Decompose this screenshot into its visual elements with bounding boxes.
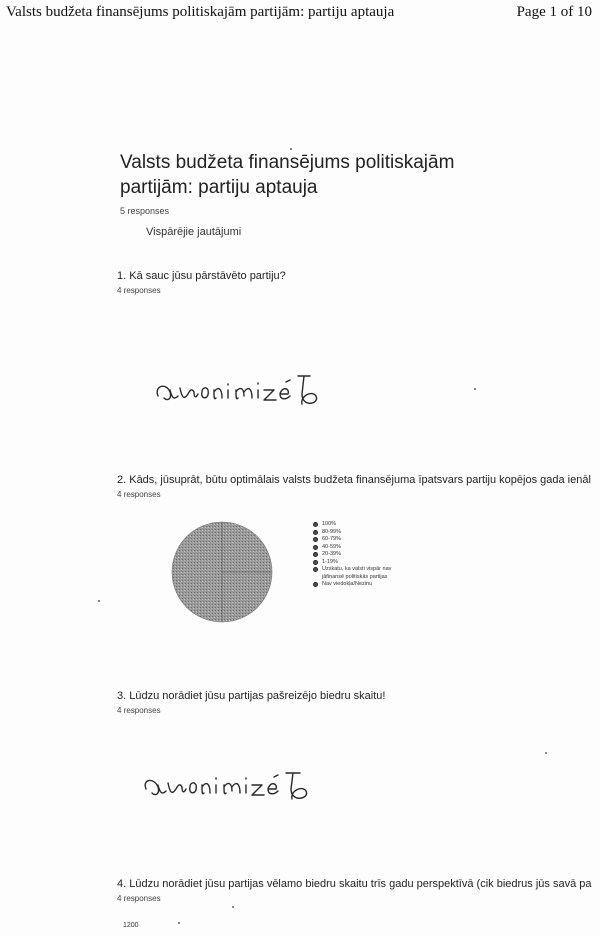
legend-item: Uzskatu, ka valsti vispār nav jāfinansē politiskās partijas xyxy=(313,566,433,581)
legend-bullet-icon xyxy=(313,537,318,542)
scan-speck xyxy=(290,148,292,150)
chart-axis-tick: 1200 xyxy=(123,922,139,929)
legend-bullet-icon xyxy=(313,545,318,550)
legend-bullet-icon xyxy=(313,530,318,535)
pie-legend xyxy=(313,521,433,589)
question-4: 4. Lūdzu norādiet jūsu partijas vēlamo biedru skaitu trīs gadu perspektīvā (cik biedrus jūs savā pa xyxy=(117,878,592,890)
form-title: Valsts budžeta finansējums politiskajām partijām: partiju aptauja xyxy=(120,152,455,198)
legend-item: 60-79% xyxy=(313,536,433,544)
legend-item: 40-59% xyxy=(313,544,433,552)
legend-bullet-icon xyxy=(313,560,318,565)
form-response-count: 5 responses xyxy=(120,206,170,216)
print-header-page-number: Page 1 of 10 xyxy=(516,4,592,20)
question-3: 3. Lūdzu norādiet jūsu partijas pašreizējo biedru skaitu! xyxy=(117,690,386,702)
legend-item: 80-99% xyxy=(313,529,433,537)
question-1: 1. Kā sauc jūsu pārstāvēto partiju? xyxy=(117,270,286,282)
print-header-title: Valsts budžeta finansējums politiskajām partijām: partiju aptauja xyxy=(6,4,395,20)
question-2: 2. Kāds, jūsuprāt, būtu optimālais valsts budžeta finansējuma īpatsvars partiju kopējos gada ienāl xyxy=(117,474,591,486)
legend-item: 1-19% xyxy=(313,559,433,567)
pie-chart xyxy=(170,520,274,629)
scan-speck xyxy=(545,752,547,754)
scan-speck xyxy=(98,600,100,602)
scan-speck xyxy=(232,906,234,908)
question-1-responses: 4 responses xyxy=(117,286,161,295)
scan-speck xyxy=(474,388,476,390)
section-title: Vispārējie jautājumi xyxy=(146,226,242,238)
legend-item: 100% xyxy=(313,521,433,529)
legend-bullet-icon xyxy=(313,582,318,587)
scan-speck xyxy=(178,922,180,924)
legend-bullet-icon xyxy=(313,552,318,557)
legend-item: Nav viedokļa/Nezinu xyxy=(313,581,433,589)
question-3-responses: 4 responses xyxy=(117,706,161,715)
question-2-responses: 4 responses xyxy=(117,490,161,499)
handwritten-anonymized-2 xyxy=(138,765,328,810)
question-4-responses: 4 responses xyxy=(117,894,161,903)
legend-item: 20-39% xyxy=(313,551,433,559)
legend-bullet-icon xyxy=(313,567,318,572)
legend-bullet-icon xyxy=(313,522,318,527)
handwritten-anonymized-1 xyxy=(150,368,340,413)
